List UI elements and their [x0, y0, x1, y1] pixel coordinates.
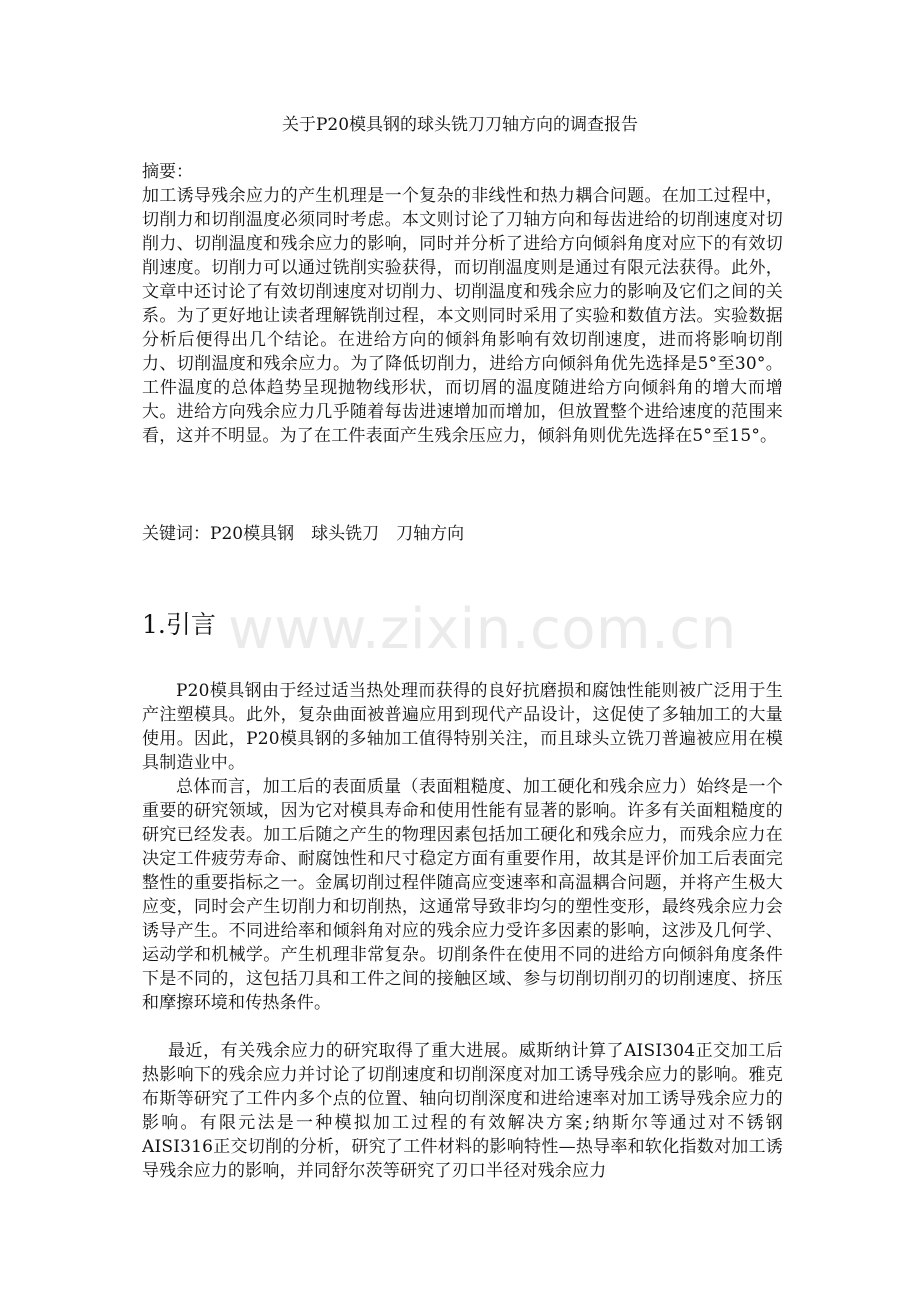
document-title: 关于P20模具钢的球头铣刀刀轴方向的调查报告	[281, 115, 639, 135]
paragraph-3: 最近，有关残余应力的研究取得了重大进展。威斯纳计算了AISI304正交加工后热影响下的残余应力并讨论了切削速度和切削深度对加工诱导残余应力的影响。雅克布斯等研究了工件内多个点的位置、轴向切削深度和进给速率对加工诱导残余应力的影响。有限元法是一种模拟加工过程的有效解决方案;纳斯尔等通过对不锈钢AISI316正交切削的分析，研究了工件材料的影响特性—热导率和软化指数对加工诱导残余应力的影响，并同舒尔茨等研究了刃口半径对残余应力	[142, 1041, 783, 1181]
keywords: 关键词：P20模具钢 球头铣刀 刀轴方向	[142, 524, 465, 544]
watermark: www.zixin.com.cn	[228, 597, 737, 662]
section-heading: 1.引言	[142, 610, 216, 639]
abstract-label: 摘要：	[142, 162, 193, 182]
paragraph-1: P20模具钢由于经过适当热处理而获得的良好抗磨损和腐蚀性能则被广泛用于生产注塑模具。此外，复杂曲面被普遍应用到现代产品设计，这促使了多轴加工的大量使用。因此，P20模具钢的多轴加工值得特别关注，而且球头立铣刀普遍被应用在模具制造业中。	[142, 681, 783, 773]
abstract-text: 加工诱导残余应力的产生机理是一个复杂的非线性和热力耦合问题。在加工过程中，切削力和切削温度必须同时考虑。本文则讨论了刀轴方向和每齿进给的切削速度对切削力、切削温度和残余应力的影响，同时并分析了进给方向倾斜角度对应下的有效切削速度。切削力可以通过铣削实验获得，而切削温度则是通过有限元法获得。此外，文章中还讨论了有效切削速度对切削力、切削温度和残余应力的影响及它们之间的关系。为了更好地让读者理解铣削过程，本文则同时采用了实验和数值方法。实验数据分析后便得出几个结论。在进给方向的倾斜角影响有效切削速度，进而将影响切削力、切削温度和残余应力。为了降低切削力，进给方向倾斜角优先选择是5°至30°。工件温度的总体趋势呈现抛物线形状，而切屑的温度随进给方向倾斜角的增大而增大。进给方向残余应力几乎随着每齿进速增加而增加，但放置整个进给速度的范围来看，这并不明显。为了在工件表面产生残余压应力，倾斜角则优先选择在5°至15°。	[142, 186, 783, 446]
paragraph-2: 总体而言，加工后的表面质量（表面粗糙度、加工硬化和残余应力）始终是一个重要的研究领域，因为它对模具寿命和使用性能有显著的影响。许多有关面粗糙度的研究已经发表。加工后随之产生的物理因素包括加工硬化和残余应力，而残余应力在决定工件疲劳寿命、耐腐蚀性和尺寸稳定方面有重要作用，故其是评价加工后表面完整性的重要指标之一。金属切削过程伴随高应变速率和高温耦合问题，并将产生极大应变，同时会产生切削力和切削热，这通常导致非均匀的塑性变形，最终残余应力会诱导产生。不同进给率和倾斜角对应的残余应力受许多因素的影响，这涉及几何学、运动学和机械学。产生机理非常复杂。切削条件在使用不同的进给方向倾斜角度条件下是不同的，这包括刀具和工件之间的接触区域、参与切削切削刃的切削速度、挤压和摩擦环境和传热条件。	[142, 777, 783, 1013]
